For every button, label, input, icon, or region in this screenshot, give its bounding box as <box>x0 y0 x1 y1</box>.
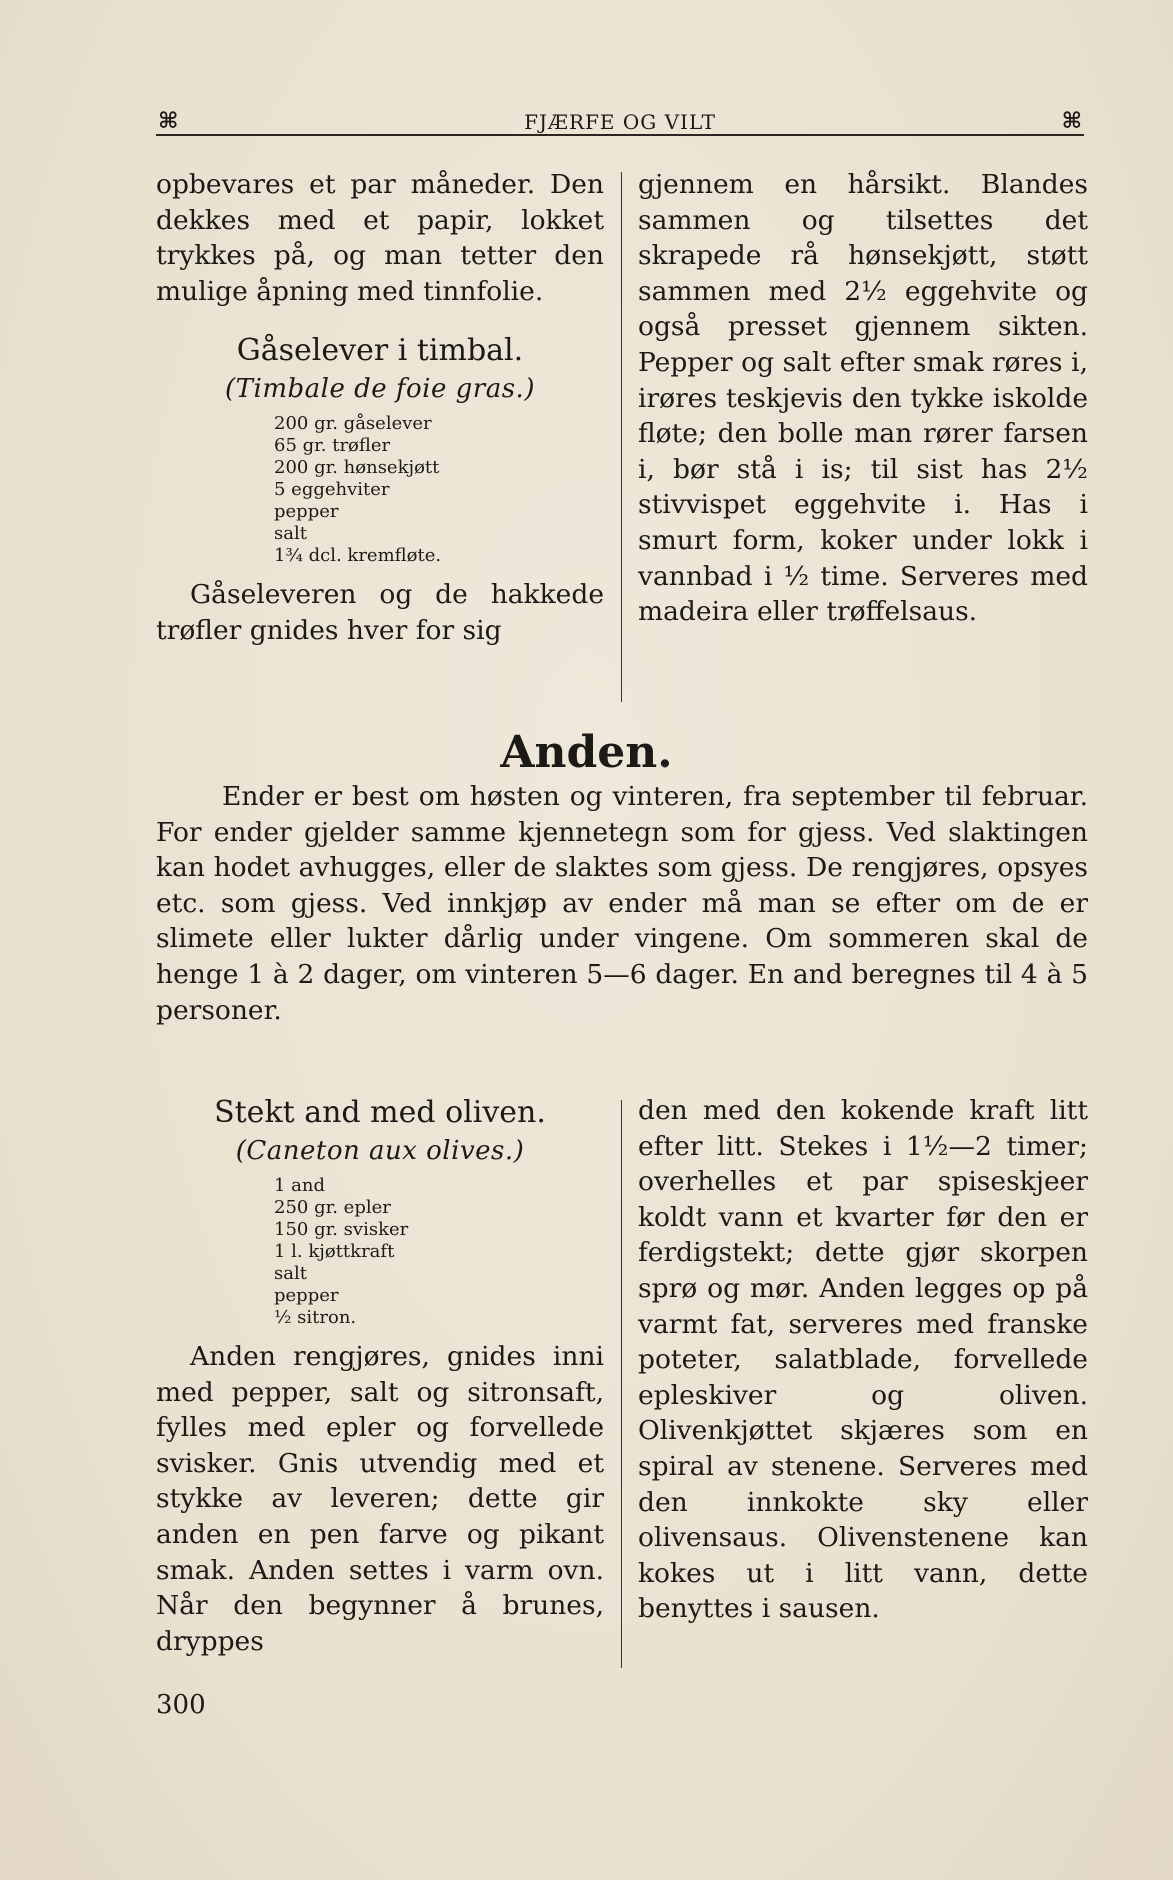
page-number: 300 <box>156 1690 206 1720</box>
ingredient: 1¾ dcl. kremfløte. <box>274 545 442 567</box>
recipe-subtitle-gaselever: (Timbale de foie gras.) <box>225 374 535 405</box>
method-continued-text: den med den kokende kraft litt efter litt. Stekes i 1½—2 timer; overhelles et par spiseskjeer koldt vann et kvarter før den er ferdigstekt; dette gjør skorpen sprø og mør. Anden legges op på varmt fat, serveres med franske poteter, salatblade, forvellede epleskiver og oliven. Olivenkjøttet skjæres som en spiral av stenene. Serveres med den innkokte sky eller olivensaus. Olivenstenene kan kokes ut i litt vann, dette benyttes i sausen. <box>638 1095 1088 1625</box>
top-left-column <box>156 167 604 649</box>
ornament-left-icon: ⌘ <box>158 108 179 134</box>
column-divider <box>621 172 622 702</box>
ingredient: ½ sitron. <box>274 1307 357 1328</box>
ingredient: 5 eggehviter <box>274 479 390 501</box>
section-intro <box>156 779 1088 1028</box>
ingredient: pepper <box>274 1285 339 1306</box>
recipe-subtitle-stekt-and: (Caneton aux olives.) <box>235 1136 525 1166</box>
continued-text: opbevares et par måneder. Den dekkes med et papir, lokket trykkes på, og man tetter den mulige åpning med tinnfolie. <box>156 169 604 307</box>
ingredient: 1 and <box>274 1175 326 1196</box>
ingredient: salt <box>274 523 307 545</box>
column-divider <box>621 1100 622 1668</box>
recipe-title-gaselever: Gåselever i timbal. <box>236 333 524 369</box>
ingredient: 200 gr. hønsekjøtt <box>274 457 440 479</box>
top-right-column <box>638 167 1088 630</box>
ingredient: pepper <box>274 501 339 523</box>
ingredient: salt <box>274 1263 307 1284</box>
ingredient: 150 gr. svisker <box>274 1219 409 1240</box>
method-continued-text: gjennem en hårsikt. Blandes sammen og tilsettes det skrapede rå hønsekjøtt, støtt sammen med 2½ eggehvite og også presset gjennem sikten. Pepper og salt efter smak røres i, irøres teskjevis den tykke iskolde fløte; den bolle man rører farsen i, bør stå i is; til sist has 2½ stivvispet eggehvite i. Has i smurt form, koker under lokk i vannbad i ½ time. Serveres med madeira eller trøffelsaus. <box>638 169 1088 628</box>
recipe-title-stekt-and: Stekt and med oliven. <box>214 1095 546 1130</box>
method-text: Gåseleveren og de hakkede trøfler gnides hver for sig <box>156 579 604 646</box>
running-header <box>156 104 1084 136</box>
ingredient: 65 gr. trøfler <box>274 435 391 457</box>
ornament-right-icon: ⌘ <box>1061 108 1082 134</box>
ingredient: 200 gr. gåselever <box>274 413 432 435</box>
ingredient-list-stekt-and <box>156 1175 604 1329</box>
chapter-title: FJÆRFE OG VILT <box>524 110 716 134</box>
ingredient: 250 gr. epler <box>274 1197 391 1218</box>
bottom-right-column <box>638 1093 1088 1627</box>
section-title-anden: Anden. <box>500 727 673 778</box>
method-text: Anden rengjøres, gnides inni med pepper, salt og sitronsaft, fylles med epler og forvellede svisker. Gnis utvendig med et stykke av leveren; dette gir anden en pen farve og pikant smak. Anden settes i varm ovn. Når den begynner å brunes, dryppes <box>156 1341 604 1657</box>
section-intro-text: Ender er best om høsten og vinteren, fra september til februar. For ender gjelder samme kjennetegn som for gjess. Ved slaktingen kan hodet avhugges, eller de slaktes som gjess. De rengjøres, opsyes etc. som gjess. Ved innkjøp av ender må man se efter om de er slimete eller lukter dårlig under vingene. Om sommeren skal de henge 1 à 2 dager, om vinteren 5—6 dager. En and beregnes til 4 à 5 personer. <box>156 781 1088 1026</box>
ingredient: 1 l. kjøttkraft <box>274 1241 395 1262</box>
bottom-left-column <box>156 1093 604 1659</box>
ingredient-list-gaselever <box>156 413 604 567</box>
